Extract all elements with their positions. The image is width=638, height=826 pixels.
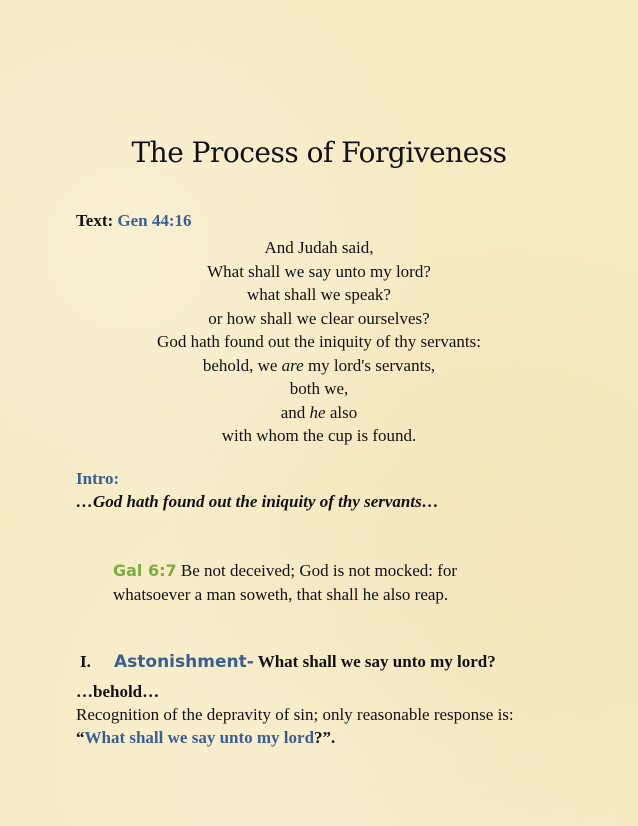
final-quote-line xyxy=(76,728,335,748)
text-reference-line xyxy=(76,211,192,231)
intro-quote: …God hath found out the iniquity of thy servants… xyxy=(76,492,439,511)
verse-line: God hath found out the iniquity of thy servants: xyxy=(157,332,481,351)
verse-fragment: behold, we xyxy=(202,355,282,375)
page-title: The Process of Forgiveness xyxy=(131,136,507,169)
verse-line: what shall we speak? xyxy=(247,285,391,304)
verse-line xyxy=(0,354,638,378)
verse-fragment: my lord's servants, xyxy=(303,355,436,375)
point-title: Astonishment- xyxy=(114,652,254,672)
verse-line: And Judah said, xyxy=(264,238,374,257)
verse-italic: he xyxy=(309,402,326,422)
verse-line: both we, xyxy=(289,379,349,398)
verse-italic: are xyxy=(281,355,304,375)
galatians-text: Be not deceived; God is not mocked: for whatsoever a man soweth, that shall he also reap. xyxy=(113,561,458,604)
galatians-quote xyxy=(113,559,533,607)
point-heading xyxy=(80,652,496,672)
behold-line: …behold… xyxy=(76,682,160,701)
verse-block xyxy=(0,236,638,448)
scripture-reference: Gen 44:16 xyxy=(117,211,192,230)
text-label: Text: xyxy=(76,211,114,230)
final-quote-text: What shall we say unto my lord xyxy=(84,728,315,747)
verse-line: What shall we say unto my lord? xyxy=(207,261,431,281)
galatians-reference: Gal 6:7 xyxy=(113,561,177,580)
intro-label: Intro: xyxy=(76,469,120,488)
verse-fragment: also xyxy=(325,402,358,422)
recognition-line: Recognition of the depravity of sin; only reasonable response is: xyxy=(76,705,514,724)
point-numeral: I. xyxy=(80,652,91,671)
verse-line: with whom the cup is found. xyxy=(221,426,417,445)
verse-fragment: and xyxy=(280,402,310,422)
verse-line xyxy=(0,401,638,425)
close-quote: ?”. xyxy=(314,728,336,747)
open-quote: “ xyxy=(76,728,85,747)
verse-line: or how shall we clear ourselves? xyxy=(208,308,430,328)
point-question: What shall we say unto my lord? xyxy=(253,652,496,671)
